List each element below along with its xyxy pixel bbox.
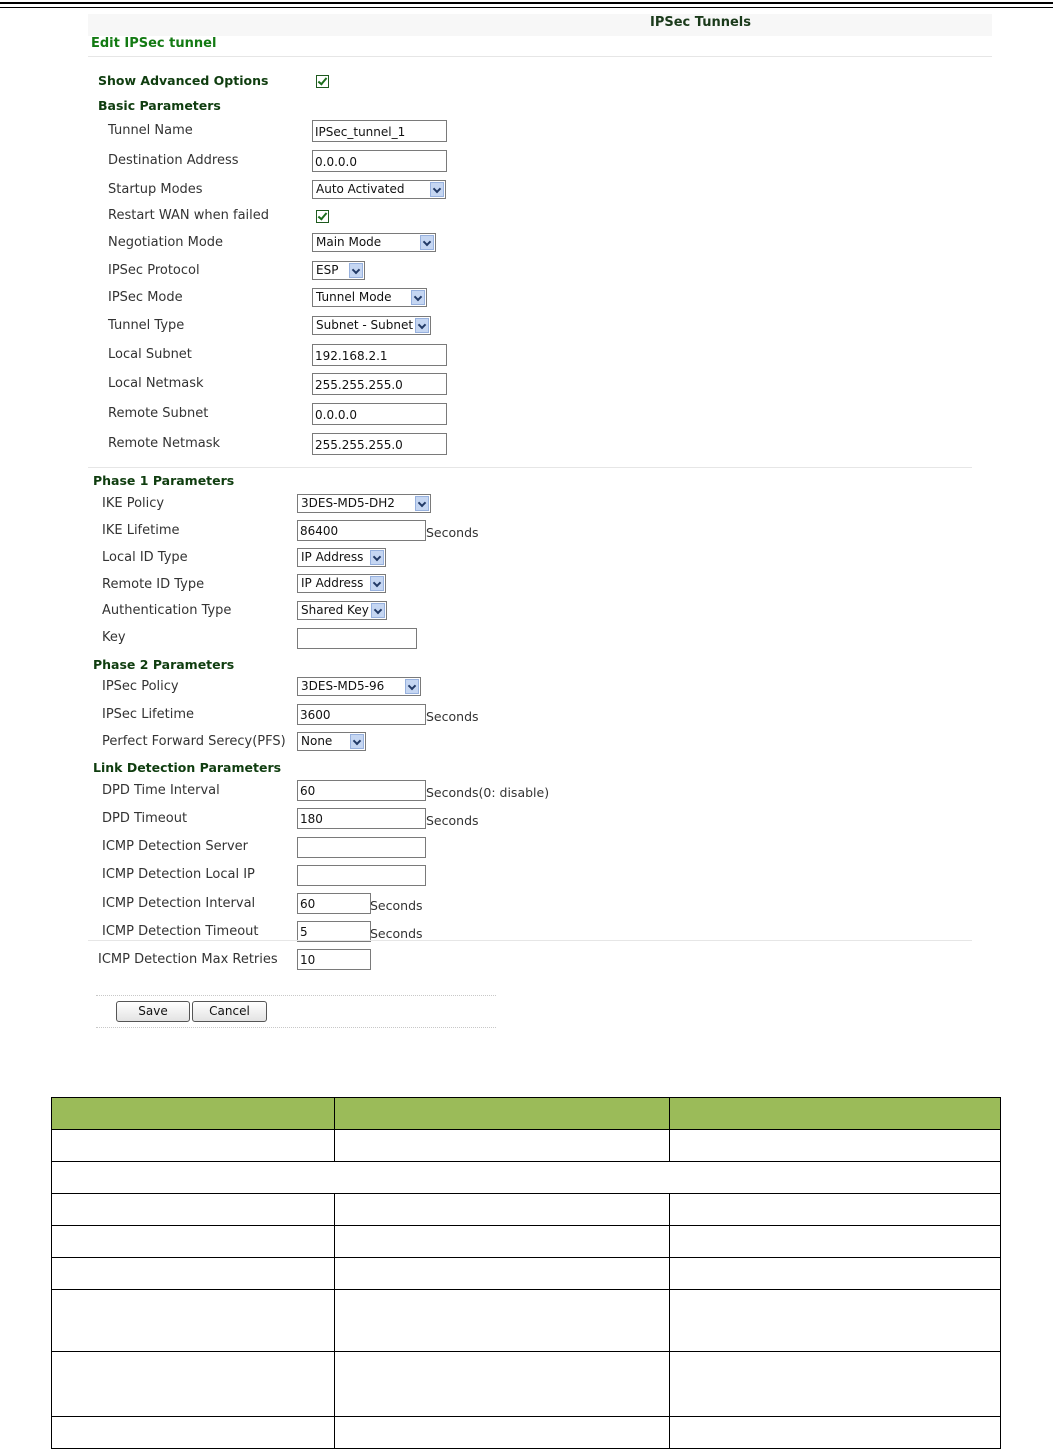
chevron-down-icon xyxy=(349,263,363,278)
table-cell xyxy=(334,1352,670,1417)
remote-netmask-label: Remote Netmask xyxy=(108,436,221,451)
icmp-timeout-input[interactable]: 5 xyxy=(297,921,371,942)
startup-modes-select[interactable] xyxy=(312,180,446,199)
startup-modes-value: Auto Activated xyxy=(316,182,405,196)
table-cell xyxy=(670,1226,1001,1258)
table-row xyxy=(52,1130,1001,1162)
ike-lifetime-label: IKE Lifetime xyxy=(102,523,180,538)
table-row xyxy=(52,1258,1001,1290)
table-cell xyxy=(670,1258,1001,1290)
chevron-down-icon xyxy=(420,235,434,250)
dpd-interval-input[interactable]: 60 xyxy=(297,780,426,801)
chevron-down-icon xyxy=(411,290,425,305)
remote-id-type-value: IP Address xyxy=(301,576,364,590)
icmp-server-input[interactable] xyxy=(297,837,426,858)
dpd-interval-unit: Seconds(0: disable) xyxy=(426,785,550,800)
remote-id-type-label: Remote ID Type xyxy=(102,577,205,592)
table-row xyxy=(52,1290,1001,1352)
icmp-interval-label: ICMP Detection Interval xyxy=(102,896,256,911)
table-cell xyxy=(334,1258,670,1290)
icmp-timeout-label: ICMP Detection Timeout xyxy=(102,924,259,939)
cancel-button[interactable]: Cancel xyxy=(192,1001,267,1022)
title-band xyxy=(88,14,992,36)
ipsec-policy-value: 3DES-MD5-96 xyxy=(301,679,385,693)
tunnel-type-value: Subnet - Subnet xyxy=(316,318,414,332)
tunnel-name-input[interactable]: IPSec_tunnel_1 xyxy=(312,120,447,142)
auth-type-value: Shared Key xyxy=(301,603,369,617)
dpd-timeout-unit: Seconds xyxy=(426,813,479,828)
link-detection-heading: Link Detection Parameters xyxy=(93,760,282,775)
table-row xyxy=(52,1194,1001,1226)
table-cell xyxy=(52,1194,335,1226)
table-cell xyxy=(334,1417,670,1449)
table-row xyxy=(52,1226,1001,1258)
ipsec-lifetime-input[interactable]: 3600 xyxy=(297,704,426,725)
table-row xyxy=(52,1162,1001,1194)
negotiation-mode-label: Negotiation Mode xyxy=(108,235,224,250)
chevron-down-icon xyxy=(415,318,429,333)
table-row xyxy=(52,1352,1001,1417)
ipsec-protocol-value: ESP xyxy=(316,263,339,277)
local-subnet-input[interactable]: 192.168.2.1 xyxy=(312,344,447,366)
ipsec-policy-select[interactable] xyxy=(297,677,421,696)
ipsec-mode-select[interactable] xyxy=(312,288,427,307)
chevron-down-icon xyxy=(370,550,384,565)
pfs-label: Perfect Forward Serecy(PFS) xyxy=(102,734,286,749)
ipsec-lifetime-unit: Seconds xyxy=(426,709,479,724)
destination-address-label: Destination Address xyxy=(108,153,239,168)
tunnel-type-label: Tunnel Type xyxy=(108,318,185,333)
table-cell xyxy=(670,1194,1001,1226)
page-subtitle: Edit IPSec tunnel xyxy=(91,36,217,51)
table-header-row xyxy=(52,1098,1001,1130)
icmp-interval-input[interactable]: 60 xyxy=(297,893,371,914)
icmp-local-ip-label: ICMP Detection Local IP xyxy=(102,867,255,882)
top-rule-thin xyxy=(0,7,1053,8)
table-cell xyxy=(52,1417,335,1449)
local-id-type-value: IP Address xyxy=(301,550,364,564)
page-title: IPSec Tunnels xyxy=(650,15,751,30)
dpd-timeout-label: DPD Timeout xyxy=(102,811,188,826)
remote-id-type-select[interactable] xyxy=(297,574,386,593)
table-cell xyxy=(52,1258,335,1290)
pfs-value: None xyxy=(301,734,333,748)
ike-policy-select[interactable] xyxy=(297,494,431,513)
dpd-timeout-input[interactable]: 180 xyxy=(297,808,426,829)
divider xyxy=(96,995,496,996)
ipsec-mode-label: IPSec Mode xyxy=(108,290,183,305)
ike-lifetime-input[interactable]: 86400 xyxy=(297,520,426,541)
ipsec-lifetime-label: IPSec Lifetime xyxy=(102,707,195,722)
ipsec-protocol-select[interactable] xyxy=(312,261,365,280)
remote-netmask-input[interactable]: 255.255.255.0 xyxy=(312,433,447,455)
table-header-cell xyxy=(670,1098,1001,1130)
divider xyxy=(88,940,972,941)
chevron-down-icon xyxy=(370,576,384,591)
key-label: Key xyxy=(102,630,126,645)
table-cell xyxy=(670,1417,1001,1449)
destination-address-input[interactable]: 0.0.0.0 xyxy=(312,150,447,172)
chevron-down-icon xyxy=(371,603,385,618)
negotiation-mode-select[interactable] xyxy=(312,233,436,252)
table-cell xyxy=(52,1130,335,1162)
table-cell xyxy=(52,1162,1001,1194)
restart-wan-checkbox[interactable] xyxy=(316,210,329,223)
remote-subnet-label: Remote Subnet xyxy=(108,406,209,421)
table-header-cell xyxy=(52,1098,335,1130)
table-header-cell xyxy=(334,1098,670,1130)
basic-parameters-heading: Basic Parameters xyxy=(98,98,221,113)
local-netmask-input[interactable]: 255.255.255.0 xyxy=(312,373,447,395)
dpd-interval-label: DPD Time Interval xyxy=(102,783,220,798)
advanced-options-checkbox[interactable] xyxy=(316,75,329,88)
local-subnet-label: Local Subnet xyxy=(108,347,192,362)
chevron-down-icon xyxy=(405,679,419,694)
negotiation-mode-value: Main Mode xyxy=(316,235,382,249)
parameter-table xyxy=(51,1097,1001,1449)
icmp-interval-unit: Seconds xyxy=(370,898,423,913)
tunnel-type-select[interactable] xyxy=(312,316,431,335)
table-cell xyxy=(334,1194,670,1226)
table-row xyxy=(52,1417,1001,1449)
table-cell xyxy=(52,1290,335,1352)
chevron-down-icon xyxy=(350,734,364,749)
divider xyxy=(96,1027,496,1028)
remote-subnet-input[interactable]: 0.0.0.0 xyxy=(312,403,447,425)
table-cell xyxy=(670,1352,1001,1417)
table-cell xyxy=(334,1226,670,1258)
ipsec-mode-value: Tunnel Mode xyxy=(316,290,392,304)
table-cell xyxy=(670,1290,1001,1352)
table-cell xyxy=(334,1130,670,1162)
divider xyxy=(88,56,992,57)
icmp-timeout-unit: Seconds xyxy=(370,926,423,941)
phase2-heading: Phase 2 Parameters xyxy=(93,657,235,672)
chevron-down-icon xyxy=(415,496,429,511)
key-input[interactable] xyxy=(297,628,417,649)
table-cell xyxy=(334,1290,670,1352)
table-cell xyxy=(52,1352,335,1417)
icmp-server-label: ICMP Detection Server xyxy=(102,839,249,854)
pfs-select[interactable] xyxy=(297,732,366,751)
local-id-type-select[interactable] xyxy=(297,548,386,567)
local-netmask-label: Local Netmask xyxy=(108,376,204,391)
ike-policy-value: 3DES-MD5-DH2 xyxy=(301,496,395,510)
ipsec-policy-label: IPSec Policy xyxy=(102,679,179,694)
tunnel-name-label: Tunnel Name xyxy=(108,123,193,138)
table-cell xyxy=(52,1226,335,1258)
icmp-max-retries-label: ICMP Detection Max Retries xyxy=(98,952,278,967)
icmp-max-retries-input[interactable]: 10 xyxy=(297,949,371,970)
auth-type-select[interactable] xyxy=(297,601,387,620)
auth-type-label: Authentication Type xyxy=(102,603,232,618)
ike-lifetime-unit: Seconds xyxy=(426,525,479,540)
ike-policy-label: IKE Policy xyxy=(102,496,165,511)
chevron-down-icon xyxy=(430,182,444,197)
divider xyxy=(88,467,972,468)
startup-modes-label: Startup Modes xyxy=(108,182,203,197)
icmp-local-ip-input[interactable] xyxy=(297,865,426,886)
table-cell xyxy=(670,1130,1001,1162)
local-id-type-label: Local ID Type xyxy=(102,550,188,565)
phase1-heading: Phase 1 Parameters xyxy=(93,473,235,488)
ipsec-protocol-label: IPSec Protocol xyxy=(108,263,200,278)
restart-wan-label: Restart WAN when failed xyxy=(108,208,270,223)
save-button[interactable]: Save xyxy=(116,1001,190,1022)
advanced-options-label: Show Advanced Options xyxy=(98,73,269,88)
top-rule xyxy=(0,2,1053,4)
